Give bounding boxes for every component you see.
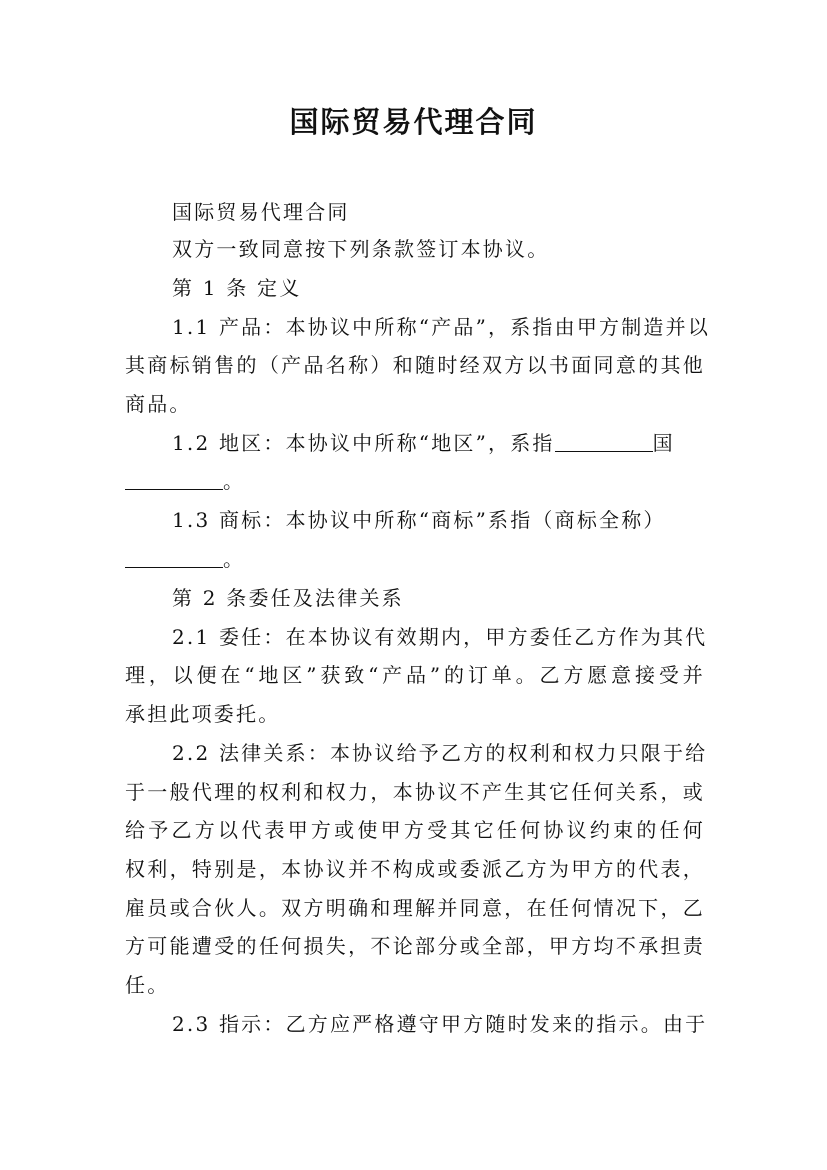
paragraph-line: 于一般代理的权利和权力，本协议不产生其它任何关系，或 xyxy=(125,780,705,804)
paragraph-line xyxy=(125,544,715,574)
paragraph-line: 2.1 委任：在本协议有效期内，甲方委任乙方作为其代 xyxy=(172,625,708,649)
paragraph-line: 其商标销售的（产品名称）和随时经双方以书面同意的其他 xyxy=(125,353,705,377)
line-text: 。 xyxy=(223,469,246,493)
paragraph-line: 2.2 法律关系：本协议给予乙方的权利和权力只限于给 xyxy=(172,741,708,765)
paragraph-line: 权利，特别是，本协议并不构成或委派乙方为甲方的代表， xyxy=(125,857,705,881)
paragraph-line: 1.1 产品：本协议中所称“产品”，系指由甲方制造并以 xyxy=(172,315,711,339)
fill-in-blank xyxy=(555,431,653,452)
line-text: 国 xyxy=(652,431,675,455)
document-title: 国际贸易代理合同 xyxy=(289,105,538,139)
paragraph-line: 2.3 指示：乙方应严格遵守甲方随时发来的指示。由于 xyxy=(172,1012,708,1036)
paragraph-line: 商品。 xyxy=(125,392,192,416)
paragraph-line: 承担此项委托。 xyxy=(125,702,281,726)
paragraph-line xyxy=(172,428,762,458)
paragraph-line xyxy=(125,466,715,496)
article-heading: 第 1 条 定义 xyxy=(172,276,302,300)
paragraph-line: 方可能遭受的任何损失，不论部分或全部，甲方均不承担责 xyxy=(125,934,705,958)
paragraph-line: 1.3 商标：本协议中所称“商标”系指（商标全称） xyxy=(172,508,666,532)
line-text: 1.2 地区：本协议中所称“地区”，系指 xyxy=(172,431,555,455)
paragraph-line: 雇员或合伙人。双方明确和理解并同意，在任何情况下，乙 xyxy=(125,896,705,920)
paragraph-line: 任。 xyxy=(125,973,170,997)
paragraph-line: 给予乙方以代表甲方或使甲方受其它任何协议约束的任何 xyxy=(125,818,705,842)
fill-in-blank xyxy=(125,547,223,568)
article-heading: 第 2 条委任及法律关系 xyxy=(172,586,404,610)
paragraph-line: 国际贸易代理合同 xyxy=(172,200,350,224)
paragraph-line: 双方一致同意按下列条款签订本协议。 xyxy=(172,237,550,261)
line-text: 。 xyxy=(223,547,246,571)
fill-in-blank xyxy=(125,469,223,490)
paragraph-line: 理，以便在“地区”获致“产品”的订单。乙方愿意接受并 xyxy=(125,663,705,687)
